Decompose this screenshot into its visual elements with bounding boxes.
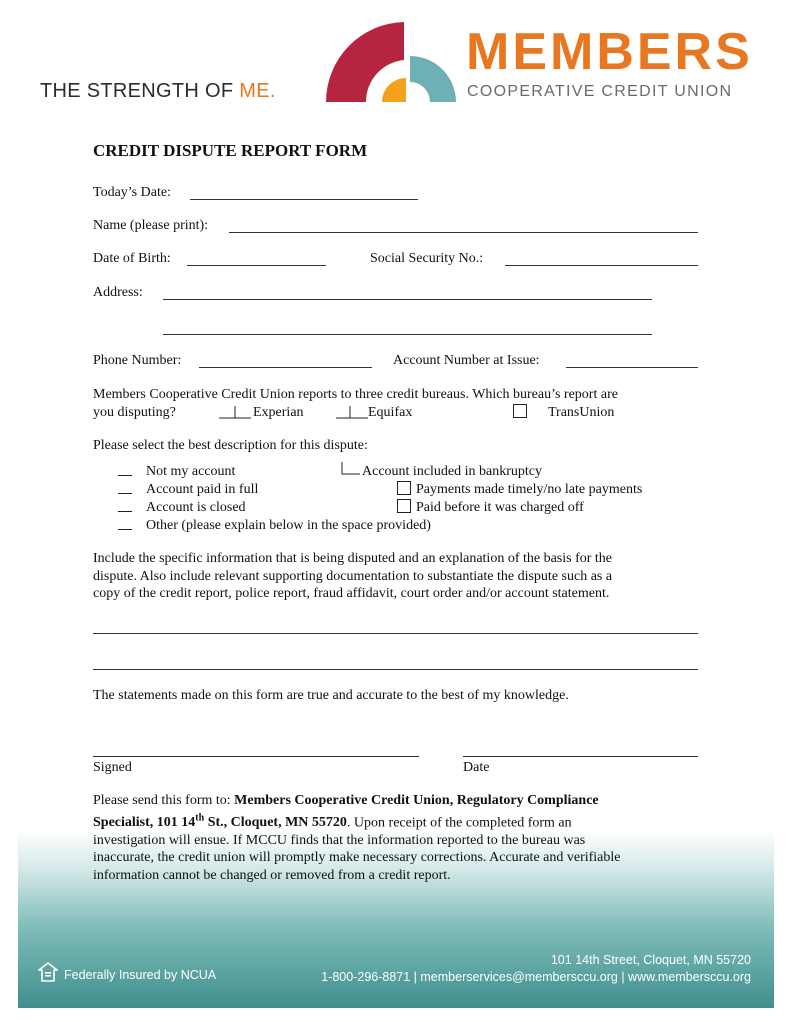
phone-line[interactable] xyxy=(199,367,372,368)
option-label: Account paid in full xyxy=(146,482,259,497)
brand-name: MEMBERS xyxy=(466,23,753,81)
option-checkbox-timely-payments[interactable] xyxy=(397,481,411,495)
option-label: Paid before it was charged off xyxy=(416,500,584,515)
option-label: Not my account xyxy=(146,464,236,479)
address-label: Address: xyxy=(93,285,143,300)
send-rest: . Upon receipt of the completed form an xyxy=(346,815,572,831)
option-checkbox-not-my-account[interactable] xyxy=(118,465,132,476)
name-label: Name (please print): xyxy=(93,218,209,233)
send-prefix: Please send this form to: xyxy=(93,793,235,808)
signature-line[interactable] xyxy=(93,756,419,757)
option-label: Payments made timely/no late payments xyxy=(416,482,643,497)
send-instructions xyxy=(93,792,713,884)
tagline-text: THE STRENGTH OF xyxy=(40,80,240,102)
option-checkbox-charged-off[interactable] xyxy=(397,499,411,513)
explanation-line-1[interactable] xyxy=(93,633,698,634)
logo-arcs-icon xyxy=(326,18,460,104)
attestation-text: The statements made on this form are true and accurate to the best of my knowledge. xyxy=(93,688,569,703)
ssn-line[interactable] xyxy=(505,265,698,266)
dob-line[interactable] xyxy=(187,265,326,266)
transunion-label: TransUnion xyxy=(548,405,615,420)
send-rest: inaccurate, the credit union will promptly make necessary corrections. Accurate and verifiable xyxy=(93,850,621,866)
option-checkbox-other[interactable] xyxy=(118,519,132,530)
footer-contact[interactable]: 1-800-296-8871 | memberservices@membersccu.org | www.membersccu.org xyxy=(321,970,751,984)
ncua-text: Federally Insured by NCUA xyxy=(64,968,217,982)
dob-label: Date of Birth: xyxy=(93,251,171,266)
equifax-label: Equifax xyxy=(368,405,413,420)
send-address-1: Members Cooperative Credit Union, Regulatory Compliance xyxy=(234,793,599,808)
phone-label: Phone Number: xyxy=(93,353,182,368)
instructions-text xyxy=(93,550,703,603)
instructions-line: Include the specific information that is being disputed and an explanation of the basis for the xyxy=(93,551,613,566)
equal-housing-icon xyxy=(38,962,58,982)
option-label: Account included in bankruptcy xyxy=(362,464,543,479)
explanation-line-2[interactable] xyxy=(93,669,698,670)
account-label: Account Number at Issue: xyxy=(393,353,540,368)
option-label: Account is closed xyxy=(146,500,246,515)
date-label: Date xyxy=(463,760,490,775)
description-prompt: Please select the best description for this dispute: xyxy=(93,438,368,453)
instructions-line: copy of the credit report, police report, fraud affidavit, court order and/or account statement. xyxy=(93,586,610,601)
send-address-2b: St., Cloquet, MN 55720 xyxy=(204,815,347,831)
signed-label: Signed xyxy=(93,760,132,775)
transunion-checkbox[interactable] xyxy=(513,404,527,418)
tagline xyxy=(40,80,276,103)
address-line-2[interactable] xyxy=(163,334,652,335)
address-line-1[interactable] xyxy=(163,299,652,300)
send-address-2 xyxy=(93,812,347,831)
todays-date-label: Today’s Date: xyxy=(93,185,171,200)
option-checkbox-closed[interactable] xyxy=(118,501,132,512)
tagline-accent: ME. xyxy=(239,80,276,102)
send-address-sup: th xyxy=(195,812,205,824)
option-checkbox-paid-in-full[interactable] xyxy=(118,483,132,494)
ssn-label: Social Security No.: xyxy=(370,251,484,266)
instructions-line: dispute. Also include relevant supporting documentation to substantiate the dispute such as a xyxy=(93,568,613,584)
form-title: CREDIT DISPUTE REPORT FORM xyxy=(93,141,368,160)
experian-checkbox[interactable] xyxy=(219,405,251,424)
brand-subtitle: COOPERATIVE CREDIT UNION xyxy=(467,83,733,100)
option-label: Other (please explain below in the space provided) xyxy=(146,518,431,533)
bureau-question-line2: you disputing? xyxy=(93,405,176,420)
todays-date-line[interactable] xyxy=(190,199,418,200)
footer-address: 101 14th Street, Cloquet, MN 55720 xyxy=(550,953,751,967)
account-line[interactable] xyxy=(566,367,698,368)
option-checkbox-bankruptcy[interactable] xyxy=(341,461,361,480)
send-rest: information cannot be changed or removed from a credit report. xyxy=(93,867,451,883)
send-address-2a: Specialist, 101 14 xyxy=(93,815,196,831)
send-rest: investigation will ensue. If MCCU finds that the information reported to the bureau was xyxy=(93,832,586,848)
date-line[interactable] xyxy=(463,756,698,757)
equifax-checkbox[interactable] xyxy=(336,405,368,424)
experian-label: Experian xyxy=(253,405,304,420)
bureau-question-line1: Members Cooperative Credit Union reports to three credit bureaus. Which bureau’s report are xyxy=(93,387,618,402)
name-line[interactable] xyxy=(229,232,698,233)
